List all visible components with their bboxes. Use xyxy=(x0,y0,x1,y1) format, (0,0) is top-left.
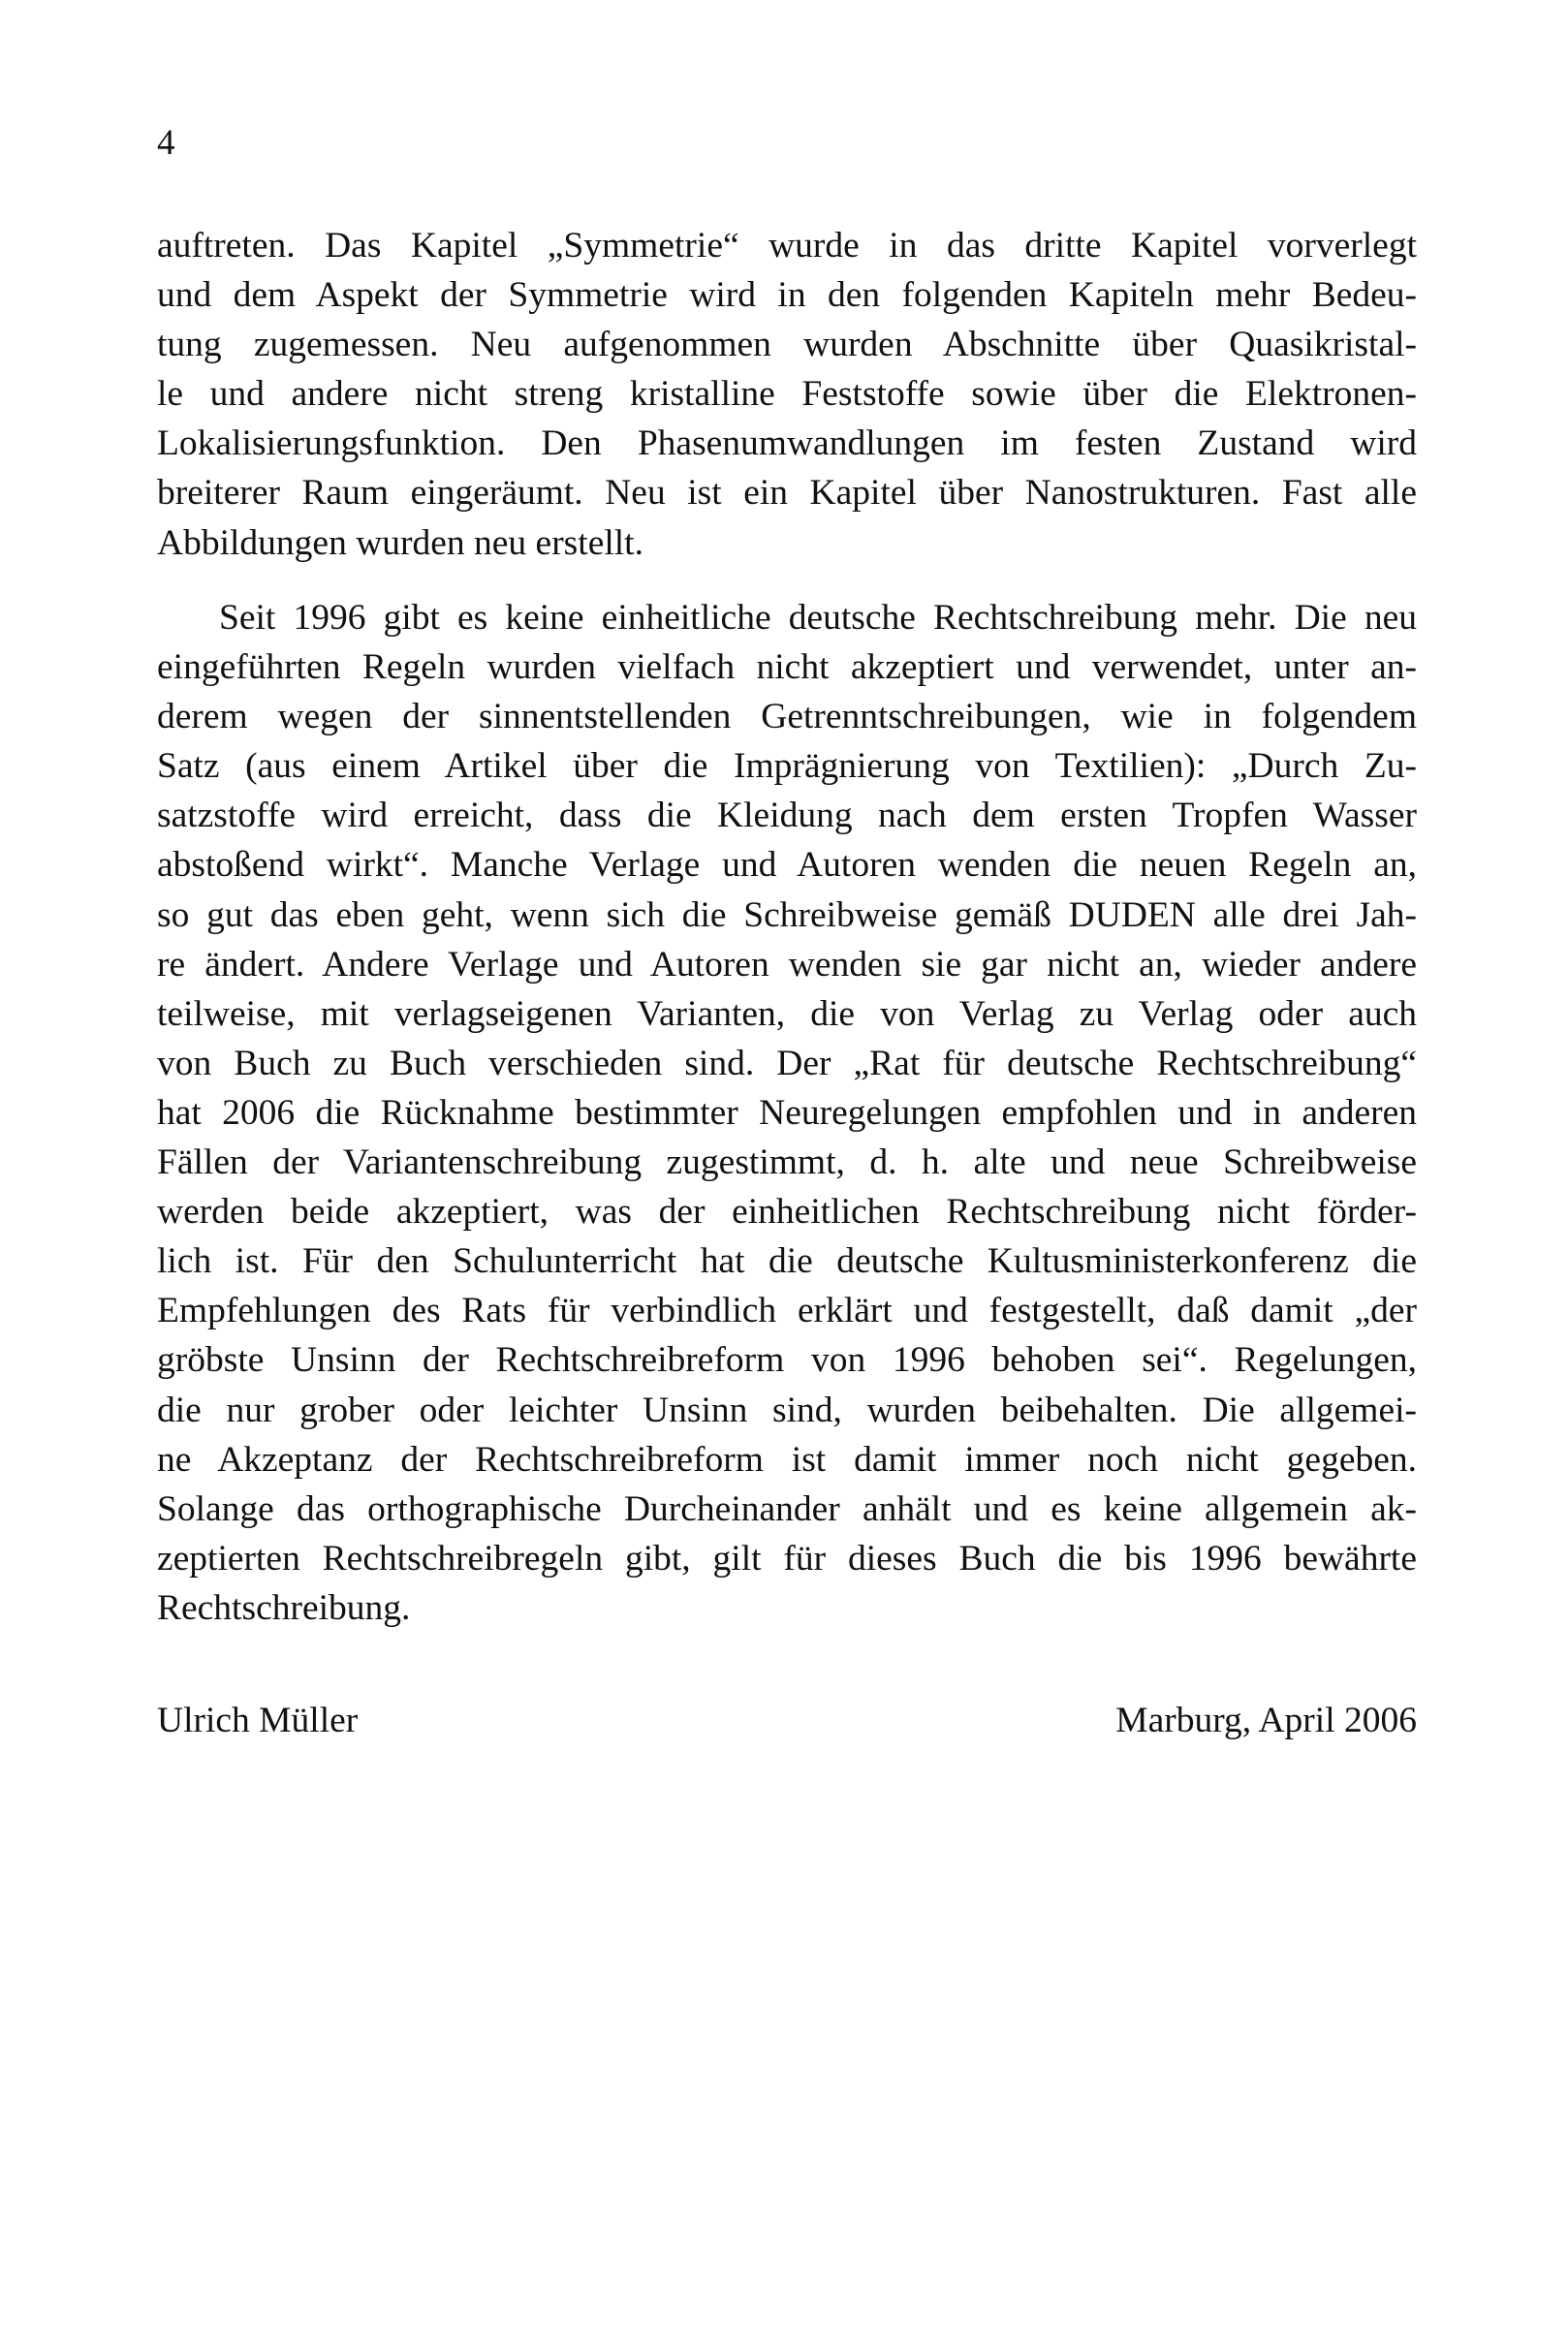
text-line: eingeführten Regeln wurden vielfach nicht akzeptiert und verwendet, unter an- xyxy=(157,647,1417,688)
text-line: satzstoffe wird erreicht, dass die Kleidung nach dem ersten Tropfen Wasser xyxy=(157,796,1417,836)
text-line: abstoßend wirkt“. Manche Verlage und Autoren wenden die neuen Regeln an, xyxy=(157,845,1417,886)
text-line: tung zugemessen. Neu aufgenommen wurden Abschnitte über Quasikristal- xyxy=(157,325,1417,365)
text-line: und dem Aspekt der Symmetrie wird in den folgenden Kapiteln mehr Bedeu- xyxy=(157,275,1417,316)
text-line: breiterer Raum eingeräumt. Neu ist ein Kapitel über Nanostrukturen. Fast alle xyxy=(157,473,1417,514)
text-line: von Buch zu Buch verschieden sind. Der „Rat für deutsche Rechtschreibung“ xyxy=(157,1043,1417,1083)
author-name: Ulrich Müller xyxy=(157,1701,359,1740)
text-line: hat 2006 die Rücknahme bestimmter Neuregelungen empfohlen und in anderen xyxy=(157,1092,1417,1133)
text-line: Solange das orthographische Durcheinander anhält und es keine allgemein ak- xyxy=(157,1488,1417,1529)
text-line: lich ist. Für den Schulunterricht hat die deutsche Kultusministerkonferenz die xyxy=(157,1241,1417,1282)
text-line: gröbste Unsinn der Rechtschreibreform von 1996 behoben sei“. Regelungen, xyxy=(157,1340,1417,1381)
text-line: Empfehlungen des Rats für verbindlich erklärt und festgestellt, daß damit „der xyxy=(157,1291,1417,1331)
signature xyxy=(157,1696,1417,1745)
text-line: so gut das eben geht, wenn sich die Schreibweise gemäß DUDEN alle drei Jah- xyxy=(157,894,1417,935)
text-line: le und andere nicht streng kristalline Feststoffe sowie über die Elektronen- xyxy=(157,374,1417,415)
page-number: 4 xyxy=(157,123,175,163)
text-line: zeptierten Rechtschreibregeln gibt, gilt für dieses Buch die bis 1996 bewährte xyxy=(157,1538,1417,1579)
text-line: Satz (aus einem Artikel über die Imprägnierung von Textilien): „Durch Zu- xyxy=(157,746,1417,787)
paragraph-2 xyxy=(157,593,1417,1633)
paragraph-1 xyxy=(157,221,1417,568)
text-line: Fällen der Variantenschreibung zugestimmt, d. h. alte und neue Schreibweise xyxy=(157,1142,1417,1183)
text-line: Seit 1996 gibt es keine einheitliche deutsche Rechtschreibung mehr. Die neu xyxy=(219,598,1417,638)
text-line: Rechtschreibung. xyxy=(157,1587,411,1628)
text-line: re ändert. Andere Verlage und Autoren wenden sie gar nicht an, wieder andere xyxy=(157,944,1417,985)
text-line: derem wegen der sinnentstellenden Getrenntschreibungen, wie in folgendem xyxy=(157,697,1417,737)
text-line: die nur grober oder leichter Unsinn sind, wurden beibehalten. Die allgemei- xyxy=(157,1390,1417,1430)
text-line: teilweise, mit verlagseigenen Varianten, die von Verlag zu Verlag oder auch xyxy=(157,993,1417,1034)
text-line: werden beide akzeptiert, was der einheitlichen Rechtschreibung nicht förder- xyxy=(157,1192,1417,1233)
place-date: Marburg, April 2006 xyxy=(1115,1701,1417,1740)
text-line: Lokalisierungsfunktion. Den Phasenumwandlungen im festen Zustand wird xyxy=(157,423,1417,464)
text-line: ne Akzeptanz der Rechtschreibreform ist damit immer noch nicht gegeben. xyxy=(157,1439,1417,1480)
text-line: auftreten. Das Kapitel „Symmetrie“ wurde in das dritte Kapitel vorverlegt xyxy=(157,226,1417,266)
text-line: Abbildungen wurden neu erstellt. xyxy=(157,522,643,563)
